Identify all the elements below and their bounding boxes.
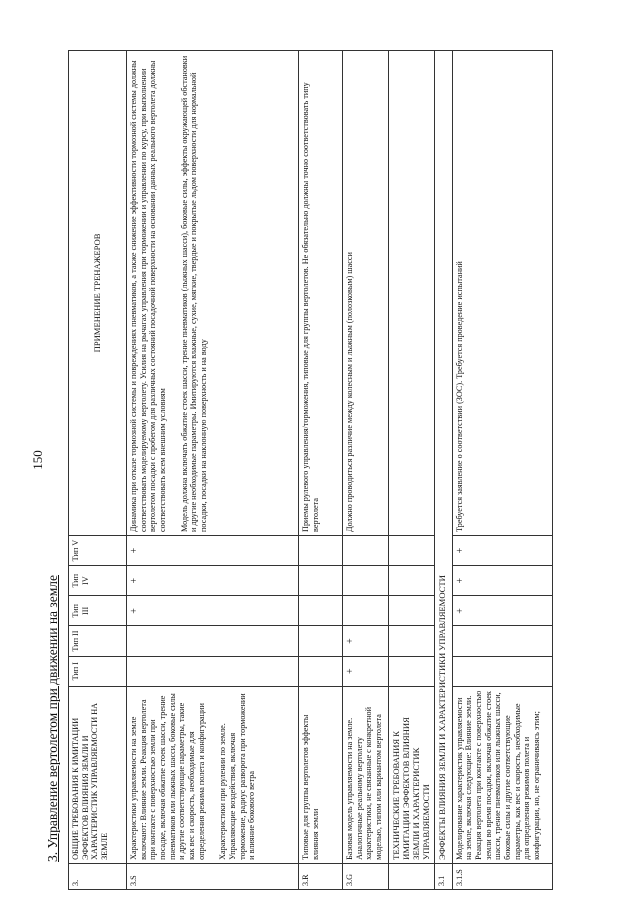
table-header-row [69,51,127,890]
section-title: ЭФФЕКТЫ ВЛИЯНИЯ ЗЕМЛИ И ХАРАКТЕРИСТИКИ УПРАВЛЯЕМОСТИ [434,51,452,864]
row-num: 3.R [299,863,343,889]
type-2-mark [389,626,435,656]
header-type-4: Тип IV [69,566,127,596]
requirement-text: Характеристики при рулении по земле. Управляющие воздействия, включая торможение, радиус разворота при торможении и влияние бокового ветра [218,693,257,860]
type-2-mark [452,626,552,656]
table-row [299,51,343,890]
header-type-2: Тип II [69,626,127,656]
rotated-page [40,50,620,890]
application-text: Динамика при отказе тормозной системы и повреждениях пневматиков, а также снижение эффективности тормозной системы должны соответствовать моделируемому вертолету. Усилия на рычагах управления при торможении и управлении по курсу, при выполнении вертолетом посадки с пробегом для различных состояний посадочной поверхности на основании данных реального вертолета должны соответствовать всем внешним условиям [129,60,168,532]
table-row [389,51,435,890]
type-1-mark [452,656,552,686]
row-requirements: Моделирование характеристик управляемости на земле, включая следующие: Влияние земли. Реакция вертолета при контакте с поверхностью земли во время посадки, включая обжатие стоек шасси, трение пневматиков или лыжных шасси, боковые силы и другие соответствующие параметры, как вес и скорость, необходимые для определения режимов полета и конфигурации, но, не ограничиваясь этим; [452,686,552,863]
type-4-mark: + [127,566,299,596]
application-text: Модель должна включать обжатие стоек шасси, трение пневматиков (лыжных шасси), боковые силы, эффекты окружающей обстановки и другие необходимые параметры. Имитируются влажные, сухие, мягкие, твердые и покрытые льдом поверхности для нормальной посадки, посадки на наклонную поверхность и на воду [179,55,209,532]
type-2-mark [127,626,299,656]
row-num [389,863,435,889]
row-requirements: Базовая модель управляемости на земле. Аналогичные реальному вертолету характеристики, не связанные с конкретной моделью, типом или вариантом вертолета [343,686,389,863]
row-requirements [127,686,299,863]
type-2-mark: + [343,626,389,656]
type-3-mark [343,596,389,626]
row-application: Требуется заявление о соответствии (ЗОС). Требуется проведение испытаний [452,51,552,536]
header-num: 3. [69,863,127,889]
row-application [127,51,299,536]
header-type-1: Тип I [69,656,127,686]
row-application: Приемы рулевого управления/торможения, типовые для группы вертолетов. Не обязательно должны точно соответствовать типу вертолета [299,51,343,536]
section-row [434,51,452,890]
header-application: ПРИМЕНЕНИЕ ТРЕНАЖЕРОВ [69,51,127,536]
row-num: 3.G [343,863,389,889]
type-4-mark [343,566,389,596]
row-application: Должно проводиться различие между колесным и лыжным (полозковым) шасси [343,51,389,536]
type-3-mark: + [127,596,299,626]
section-num: 3.1 [434,863,452,889]
type-4-mark [389,566,435,596]
requirements-table [68,50,553,890]
row-requirements: Типовые для группы вертолетов эффекты влияния земли [299,686,343,863]
type-5-mark: + [452,535,552,565]
type-1-mark [127,656,299,686]
type-5-mark: + [127,535,299,565]
table-row [343,51,389,890]
type-1-mark: + [343,656,389,686]
type-5-mark [299,535,343,565]
type-3-mark: + [452,596,552,626]
header-type-5: Тип V [69,535,127,565]
type-3-mark [299,596,343,626]
header-type-3: Тип III [69,596,127,626]
requirement-text: Характеристики управляемости на земле включают: Влияние земли. Реакция вертолета при контакте с поверхностью земли при посадке, включая обжатие стоек шасси, трение пневматиков или лыжных шасси, боковые силы и другие соответствующие параметры, такие как вес и скорость, необходимые для определения режима полета и конфигурации [129,693,206,860]
type-2-mark [299,626,343,656]
header-requirements: ОБЩИЕ ТРЕБОВАНИЯ К ИМИТАЦИИ ЭФФЕКТОВ ВЛИЯНИЯ ЗЕМЛИ И ХАРАКТЕРИСТИК УПРАВЛЯЕМОСТИ НА ЗЕМЛЕ [69,686,127,863]
page-number: 150 [30,450,45,470]
row-requirements: ТЕХНИЧЕСКИЕ ТРЕБОВАНИЯ К ИМИТАЦИИ ЭФФЕКТОВ ВЛИЯНИЯ ЗЕМЛИ И ХАРАКТЕРИСТИК УПРАВЛЯЕМОСТИ [389,686,435,863]
row-num: 3.S [127,863,299,889]
page-heading: 3. Управление вертолетом при движении на земле [45,574,60,862]
type-5-mark [343,535,389,565]
type-3-mark [389,596,435,626]
type-4-mark: + [452,566,552,596]
type-4-mark [299,566,343,596]
type-5-mark [389,535,435,565]
table-row [452,51,552,890]
row-application [389,51,435,536]
table-row [127,51,299,890]
type-1-mark [389,656,435,686]
row-num: 3.1.S [452,863,552,889]
type-1-mark [299,656,343,686]
